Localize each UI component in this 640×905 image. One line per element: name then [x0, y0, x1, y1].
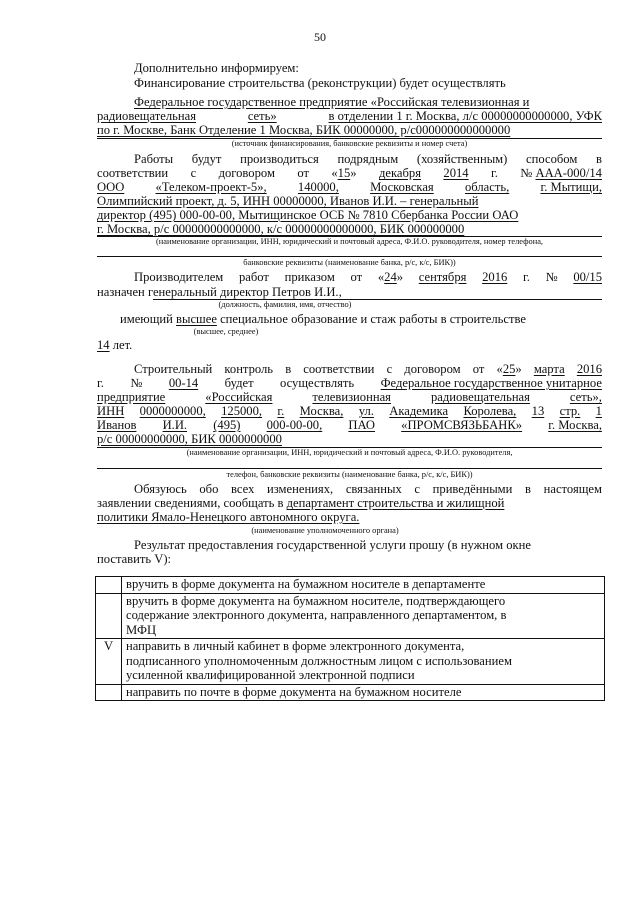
delivery-options-table [95, 576, 605, 701]
producer-caption-1: (должность, фамилия, имя, отчество) [218, 300, 352, 309]
intro-line-1: Дополнительно информируем: [134, 61, 299, 75]
obligation-line-2: заявлении сведениями, сообщать в департамент строительства и жилищной [97, 496, 505, 510]
option-text-line: МФЦ [126, 622, 157, 637]
option-text-line: вручить в форме документа на бумажном носителе в департаменте [126, 577, 486, 591]
option-text-line: направить в личный кабинет в форме электронного документа, [126, 639, 465, 653]
producer-line-2: назначен генеральный директор Петров И.И., [97, 285, 342, 299]
producer-line-3: имеющий высшее специальное образование и стаж работы в строительстве [120, 312, 526, 326]
control-line-2: г. № 00-14 будет осуществлять Федеральное государственное унитарное [97, 376, 602, 390]
producer-line-1: Производителем работ приказом от «24» сентября 2016 г. № 00/15 [134, 270, 602, 284]
option-checkbox-cell[interactable]: V [96, 639, 122, 685]
works-line-3: ООО «Телеком-проект-5», 140000, Московская область, г. Мытищи, [97, 180, 602, 194]
option-text-line: усиленной квалифицированной электронной подписи [126, 668, 415, 682]
control-line-3: предприятие «Российская телевизионная радиовещательная сеть», [97, 390, 602, 404]
works-line-1: Работы будут производиться подрядным (хозяйственным) способом в [134, 152, 602, 166]
page-number: 50 [314, 30, 326, 44]
option-text-line: содержание электронного документа, направленного департаментом, в [126, 608, 507, 622]
financing-line-1: Федеральное государственное предприятие «Российская телевизионная и [134, 95, 530, 109]
control-caption-1: (наименование организации, ИНН, юридический и почтовый адреса, Ф.И.О. руководителя, [186, 448, 513, 457]
option-checkbox-cell[interactable] [96, 577, 122, 594]
option-text [122, 684, 605, 701]
producer-caption-2: (высшее, среднее) [193, 327, 259, 336]
delivery-option-row [96, 593, 605, 639]
option-checkbox-cell[interactable] [96, 593, 122, 639]
financing-caption: (источник финансирования, банковские реквизиты и номер счета) [231, 139, 468, 148]
result-line-2: поставить V): [97, 552, 172, 566]
intro-line-2: Финансирование строительства (реконструкции) будет осуществлять [134, 76, 506, 90]
obligation-line-3: политики Ямало-Ненецкого автономного округа. [97, 510, 360, 524]
works-caption-1: (наименование организации, ИНН, юридический и почтовый адреса, Ф.И.О. руководителя, номер телефона, [155, 237, 544, 246]
option-text-line: вручить в форме документа на бумажном носителе, подтверждающего [126, 593, 506, 608]
works-line-6: г. Москва, р/с 00000000000000, к/с 00000000000000, БИК 000000000 [97, 222, 465, 236]
option-checkbox-cell[interactable] [96, 684, 122, 701]
option-text [122, 577, 605, 594]
control-line-6: р/с 00000000000, БИК 0000000000 [97, 432, 282, 446]
financing-line-2: радиовещательная сеть» в отделении 1 г. Москва, л/с 00000000000000, УФК [97, 109, 602, 123]
financing-line-3: по г. Москве, Банк Отделение 1 Москва, БИК 00000000, р/с000000000000000 [97, 123, 511, 137]
control-line-1: Строительный контроль в соответствии с договором от «25» марта 2016 [134, 362, 602, 376]
delivery-option-row [96, 684, 605, 701]
obligation-caption: (наименование уполномоченного органа) [251, 526, 399, 535]
option-text-line: подписанного уполномоченным должностным лицом с использованием [126, 653, 512, 668]
control-line-4: ИНН 0000000000, 125000, г. Москва, ул. Академика Королева, 13 стр. 1 [97, 404, 602, 418]
works-line-2: соответствии с договором от «15» декабря 2014 г. № ААА-000/14 [97, 166, 602, 180]
obligation-line-1: Обязуюсь обо всех изменениях, связанных с приведёнными в настоящем [134, 482, 602, 496]
control-line-5: Иванов И.И. (495) 000-00-00, ПАО «ПРОМСВЯЗЬБАНК» г. Москва, [97, 418, 602, 432]
delivery-option-row [96, 577, 605, 594]
option-text-line: направить по почте в форме документа на бумажном носителе [126, 684, 462, 699]
result-line-1: Результат предоставления государственной услуги прошу (в нужном окне [134, 538, 531, 552]
delivery-option-row [96, 639, 605, 685]
option-text [122, 639, 605, 685]
works-rule-2 [97, 256, 602, 257]
works-caption-2: банковские реквизиты (наименование банка, р/с, к/с, БИК)) [243, 258, 456, 267]
works-line-4: Олимпийский проект, д. 5, ИНН 00000000, Иванов И.И. – генеральный [97, 194, 479, 208]
control-caption-2: телефон, банковские реквизиты (наименование банка, р/с, к/с, БИК)) [226, 470, 473, 479]
control-rule-2 [97, 468, 602, 469]
option-text [122, 593, 605, 639]
works-line-5: директор (495) 000-00-00, Мытищинское ОСБ № 7810 Сбербанка России ОАО [97, 208, 519, 222]
producer-line-4: 14 лет. [97, 338, 133, 352]
